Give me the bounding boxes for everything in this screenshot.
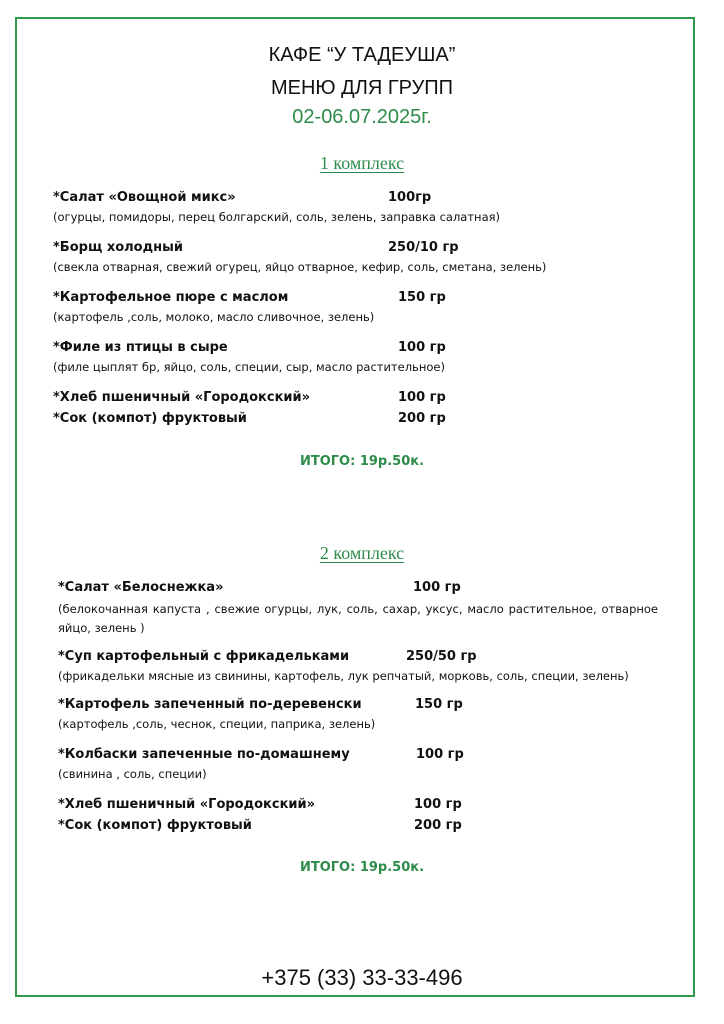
complex-1-total: ИТОГО: 19р.50к. — [299, 454, 425, 469]
menu-item-weight: 100 гр — [413, 580, 461, 595]
menu-item-weight: 150 гр — [398, 290, 446, 305]
menu-item-weight: 200 гр — [398, 411, 446, 426]
menu-item-name: *Сок (компот) фруктовый — [53, 411, 247, 426]
menu-item-name: *Филе из птицы в сыре — [53, 340, 228, 355]
menu-title: МЕНЮ ДЛЯ ГРУПП — [270, 77, 454, 99]
menu-item-name: *Хлеб пшеничный «Городокский» — [58, 797, 316, 812]
menu-item-weight: 150 гр — [415, 697, 463, 712]
menu-item-description: (свинина , соль, специи) — [58, 767, 207, 781]
menu-item-name: *Картофельное пюре с маслом — [53, 290, 289, 305]
menu-item-weight: 100 гр — [398, 390, 446, 405]
menu-item-name: *Борщ холодный — [53, 240, 183, 255]
menu-item-name: *Колбаски запеченные по-домашнему — [58, 747, 350, 762]
menu-item-description: (огурцы, помидоры, перец болгарский, соль, зелень, заправка салатная) — [53, 210, 501, 224]
complex-2-total: ИТОГО: 19р.50к. — [299, 860, 425, 875]
menu-item-weight: 250/10 гр — [388, 240, 459, 255]
menu-item-description: (картофель ,соль, чеснок, специи, паприка, зелень) — [58, 717, 376, 731]
menu-item-description: (свекла отварная, свежий огурец, яйцо отварное, кефир, соль, сметана, зелень) — [53, 260, 547, 274]
menu-date: 02-06.07.2025г. — [292, 106, 432, 128]
complex-2-heading: 2 комплекс — [319, 543, 405, 563]
menu-item-name: *Хлеб пшеничный «Городокский» — [53, 390, 311, 405]
menu-item-weight: 200 гр — [414, 818, 462, 833]
menu-item-name: *Салат «Овощной микс» — [53, 190, 236, 205]
menu-item-name: *Салат «Белоснежка» — [58, 580, 224, 595]
menu-item-description: (филе цыплят бр, яйцо, соль, специи, сыр, масло растительное) — [53, 360, 445, 374]
phone-number: +375 (33) 33-33-496 — [261, 965, 463, 990]
menu-item-name: *Сок (компот) фруктовый — [58, 818, 252, 833]
menu-item-weight: 100 гр — [414, 797, 462, 812]
complex-1-heading: 1 комплекс — [319, 153, 405, 173]
menu-item-name: *Картофель запеченный по-деревенски — [58, 697, 362, 712]
menu-item-description: (фрикадельки мясные из свинины, картофель, лук репчатый, морковь, соль, специи, зелень) — [58, 669, 629, 683]
menu-item-description: (картофель ,соль, молоко, масло сливочное, зелень) — [53, 310, 375, 324]
cafe-title: КАФЕ “У ТАДЕУША” — [268, 44, 456, 66]
menu-item-weight: 250/50 гр — [406, 649, 477, 664]
menu-item-weight: 100 гр — [398, 340, 446, 355]
menu-item-weight: 100 гр — [416, 747, 464, 762]
menu-item-description: (белокочанная капуста , свежие огурцы, лук, соль, сахар, уксус, масло растительное, отварное яйцо, зелень ) — [58, 602, 658, 635]
menu-item-name: *Суп картофельный с фрикадельками — [58, 649, 350, 664]
menu-item-weight: 100гр — [388, 190, 432, 205]
